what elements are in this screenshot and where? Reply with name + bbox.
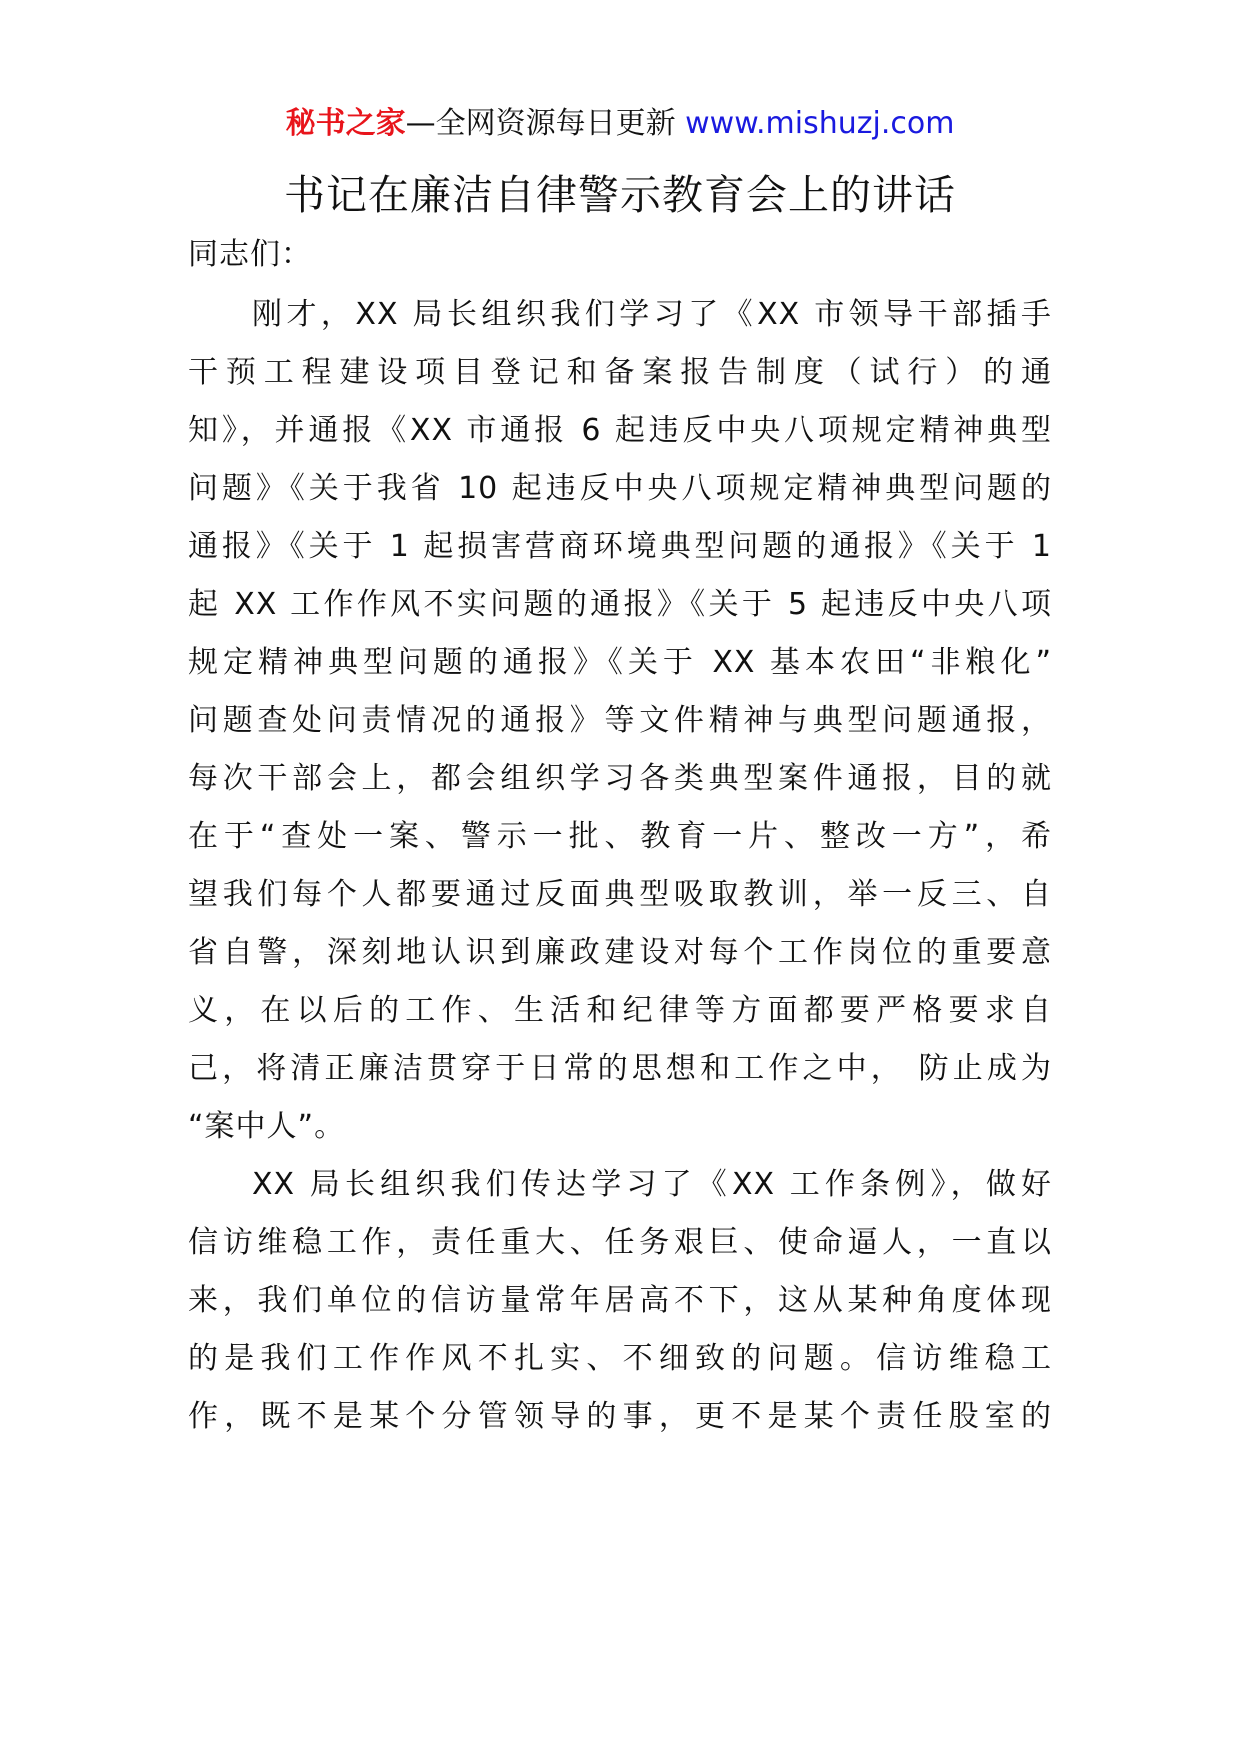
body-line: 在于“查处一案、警示一批、教育一片、整改一方”，希 bbox=[188, 819, 1052, 854]
body-line: 来，我们单位的信访量常年居高不下，这从某种角度体现 bbox=[188, 1283, 1052, 1318]
banner-tagline: —全网资源每日更新 bbox=[405, 106, 686, 141]
brand-name: 秘书之家 bbox=[285, 106, 406, 141]
body-line: 作，既不是某个分管领导的事，更不是某个责任股室的 bbox=[188, 1399, 1052, 1434]
body-line: 望我们每个人都要通过反面典型吸取教训，举一反三、自 bbox=[188, 877, 1052, 912]
body-line: XX 局长组织我们传达学习了《XX 工作条例》，做好 bbox=[252, 1167, 1052, 1202]
body-line: 义，在以后的工作、生活和纪律等方面都要严格要求自 bbox=[188, 993, 1052, 1028]
body-line: 省自警，深刻地认识到廉政建设对每个工作岗位的重要意 bbox=[188, 935, 1052, 970]
body-line: 通报》《关于 1 起损害营商环境典型问题的通报》《关于 1 bbox=[188, 529, 1052, 564]
body-line: 问题》《关于我省 10 起违反中央八项规定精神典型问题的 bbox=[188, 471, 1052, 506]
body-line: 己，将清正廉洁贯穿于日常的思想和工作之中， 防止成为 bbox=[188, 1051, 1052, 1086]
body-line: “案中人”。 bbox=[188, 1109, 346, 1144]
body-line: 干预工程建设项目登记和备案报告制度（试行）的通 bbox=[188, 355, 1052, 390]
body-line: 知》，并通报《XX 市通报 6 起违反中央八项规定精神典型 bbox=[188, 413, 1052, 448]
body-line: 规定精神典型问题的通报》《关于 XX 基本农田“非粮化” bbox=[188, 645, 1052, 680]
body-line: 问题查处问责情况的通报》等文件精神与典型问题通报， bbox=[188, 703, 1052, 738]
body-line: 刚才，XX 局长组织我们学习了《XX 市领导干部插手 bbox=[252, 297, 1052, 332]
salutation: 同志们： bbox=[188, 237, 312, 272]
body-line: 的是我们工作作风不扎实、不细致的问题。信访维稳工 bbox=[188, 1341, 1052, 1376]
site-url-link[interactable]: www.mishuzj.com bbox=[685, 106, 955, 141]
document-title: 书记在廉洁自律警示教育会上的讲话 bbox=[284, 171, 956, 219]
body-line: 每次干部会上，都会组织学习各类典型案件通报，目的就 bbox=[188, 761, 1052, 796]
body-line: 起 XX 工作作风不实问题的通报》《关于 5 起违反中央八项 bbox=[188, 587, 1052, 622]
site-banner bbox=[0, 102, 1240, 146]
body-line: 信访维稳工作，责任重大、任务艰巨、使命逼人，一直以 bbox=[188, 1225, 1052, 1260]
